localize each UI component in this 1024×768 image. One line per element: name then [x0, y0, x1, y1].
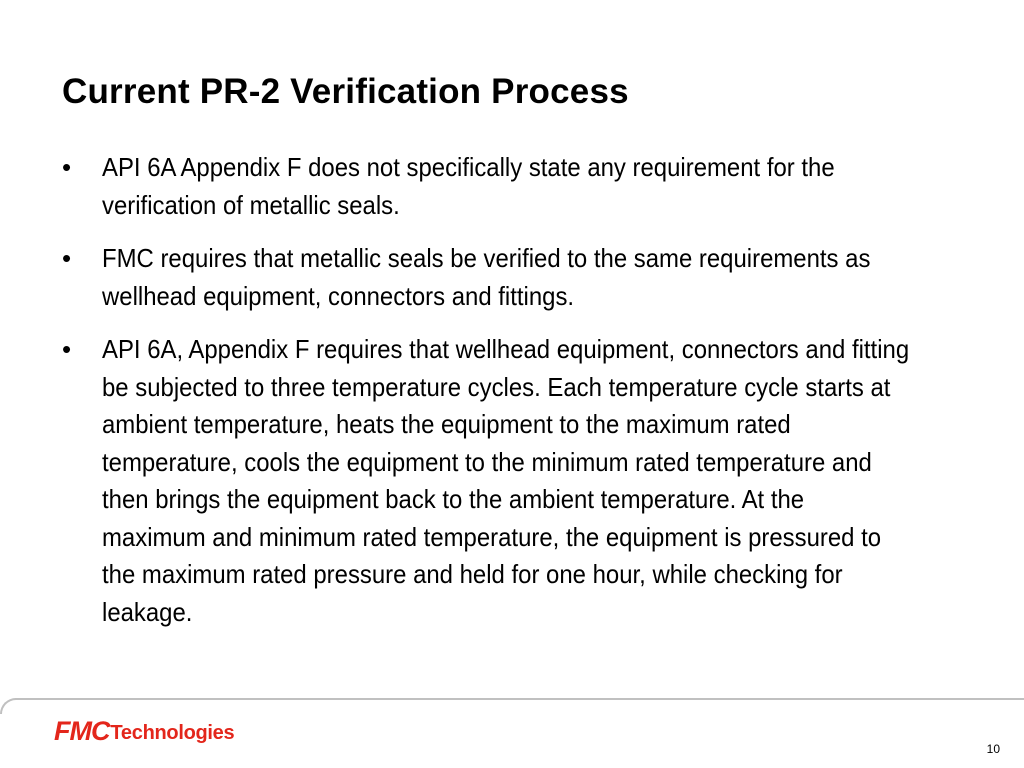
page-number: 10	[986, 742, 1000, 756]
bullet-text: FMC requires that metallic seals be verified to the same requirements as wellhead equipment, connectors and fittings.	[102, 243, 871, 311]
bullet-text: API 6A Appendix F does not specifically state any requirement for the verification of metallic seals.	[102, 152, 835, 220]
bullet-list	[60, 149, 980, 647]
slide-title: Current PR-2 Verification Process	[62, 72, 629, 111]
bullet-item	[60, 149, 980, 224]
logo-mark: FMC	[54, 716, 110, 746]
bullet-marker: •	[62, 243, 72, 273]
footer-divider-curve	[0, 698, 26, 714]
bullet-marker: •	[62, 334, 72, 364]
bullet-item	[60, 240, 980, 315]
footer-divider	[14, 698, 1024, 700]
fmc-technologies-logo	[54, 717, 234, 745]
bullet-text: API 6A, Appendix F requires that wellhead equipment, connectors and fitting be subjected to three temperature cycles. Each temperature cycle starts at ambient temperature, heats the equipment to the maximum rated temperature, cools the equipment to the minimum rated temperature and then brings the equipment back to the ambient temperature. At the maximum and minimum rated temperature, the equipment is pressured to the maximum rated pressure and held for one hour, while checking for leakage.	[102, 334, 910, 627]
logo-text: Technologies	[110, 722, 235, 744]
bullet-item	[60, 331, 980, 631]
bullet-marker: •	[62, 152, 72, 182]
